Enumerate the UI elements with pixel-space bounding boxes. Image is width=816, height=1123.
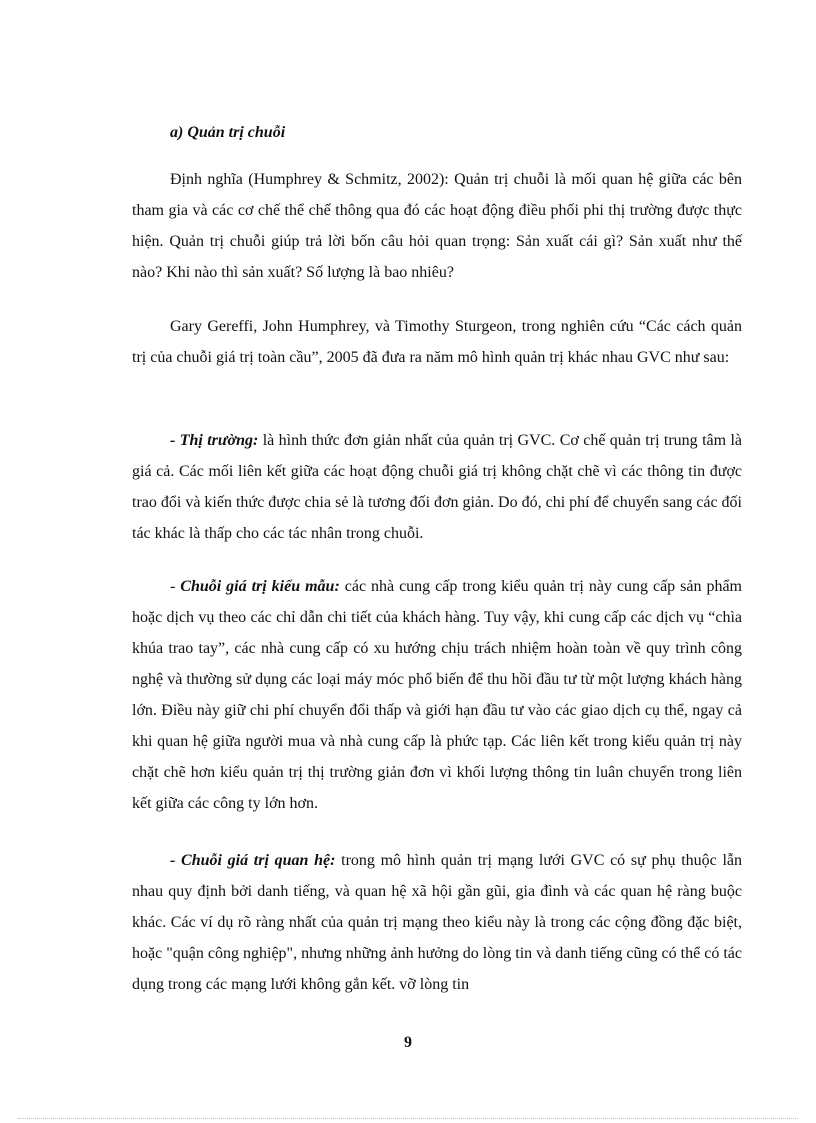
modular-body: các nhà cung cấp trong kiểu quản trị này cung cấp sản phẩm hoặc dịch vụ theo các chỉ dẫn chi tiết của khách hàng. Tuy vậy, khi cung cấp các dịch vụ “chìa khúa trao tay”, các nhà cung cấp có xu hướng chịu trách nhiệm hoàn toàn về quy trình công nghệ và thường sử dụng các loại máy móc phổ biến để thu hồi đầu tư từ một lượng khách hàng lớn. Điều này giữ chi phí chuyển đổi thấp và giới hạn đầu tư vào các giao dịch cụ thể, ngay cả khi quan hệ giữa người mua và nhà cung cấp là phức tạp. Các liên kết trong kiểu quản trị này chặt chẽ hơn kiểu quản trị thị trường giản đơn vì khối lượng thông tin luân chuyển trong liên kết giữa các công ty lớn hơn.	[132, 578, 742, 812]
market-lead: - Thị trường:	[170, 432, 259, 449]
paragraph-gereffi-text: Gary Gereffi, John Humphrey, và Timothy Sturgeon, trong nghiên cứu “Các cách quản trị của chuỗi giá trị toàn cầu”, 2005 đã đưa ra năm mô hình quản trị khác nhau GVC như sau:	[132, 318, 742, 366]
paragraph-relational-text	[132, 845, 742, 1000]
modular-lead: Chuỗi giá trị kiểu mẫu:	[180, 578, 340, 595]
page-number: 9	[404, 1034, 412, 1051]
page-bottom-rule	[18, 1118, 798, 1119]
modular-prefix: -	[170, 578, 181, 595]
paragraph-relational	[132, 845, 742, 1000]
paragraph-modular-text	[132, 571, 742, 819]
paragraph-market	[132, 425, 742, 549]
paragraph-gereffi	[132, 311, 742, 373]
market-body: là hình thức đơn giản nhất của quản trị GVC. Cơ chế quản trị trung tâm là giá cả. Các mối liên kết giữa các hoạt động chuỗi giá trị không chặt chẽ vì các thông tin được trao đổi và kiến thức được chia sẻ là tương đối đơn giản. Do đó, chi phí để chuyển sang các đối tác khác là thấp cho các tác nhân trong chuỗi.	[132, 432, 743, 542]
relational-lead: - Chuỗi giá trị quan hệ:	[170, 852, 336, 869]
relational-body: trong mô hình quản trị mạng lưới GVC có sự phụ thuộc lẫn nhau quy định bởi danh tiếng, và quan hệ xã hội gần gũi, gia đình và các quan hệ ràng buộc khác. Các ví dụ rõ ràng nhất của quản trị mạng theo kiểu này là trong các cộng đồng đặc biệt, hoặc "quận công nghiệp", nhưng những ảnh hưởng do lòng tin và danh tiếng cũng có thể có tác dụng trong các mạng lưới không gắn kết. vỡ lòng tin	[132, 852, 742, 993]
paragraph-market-text	[132, 425, 742, 549]
paragraph-definition-text: Định nghĩa (Humphrey & Schmitz, 2002): Quản trị chuỗi là mối quan hệ giữa các bên tham gia và các cơ chế thể chế thông qua đó các hoạt động điều phối phi thị trường được thực hiện. Quản trị chuỗi giúp trả lời bốn câu hỏi quan trọng: Sản xuất cái gì? Sản xuất như thế nào? Khi nào thì sản xuất? Số lượng là bao nhiêu?	[132, 171, 742, 281]
paragraph-modular	[132, 571, 742, 819]
section-heading: a) Quản trị chuỗi	[170, 124, 286, 141]
paragraph-definition	[132, 164, 742, 288]
